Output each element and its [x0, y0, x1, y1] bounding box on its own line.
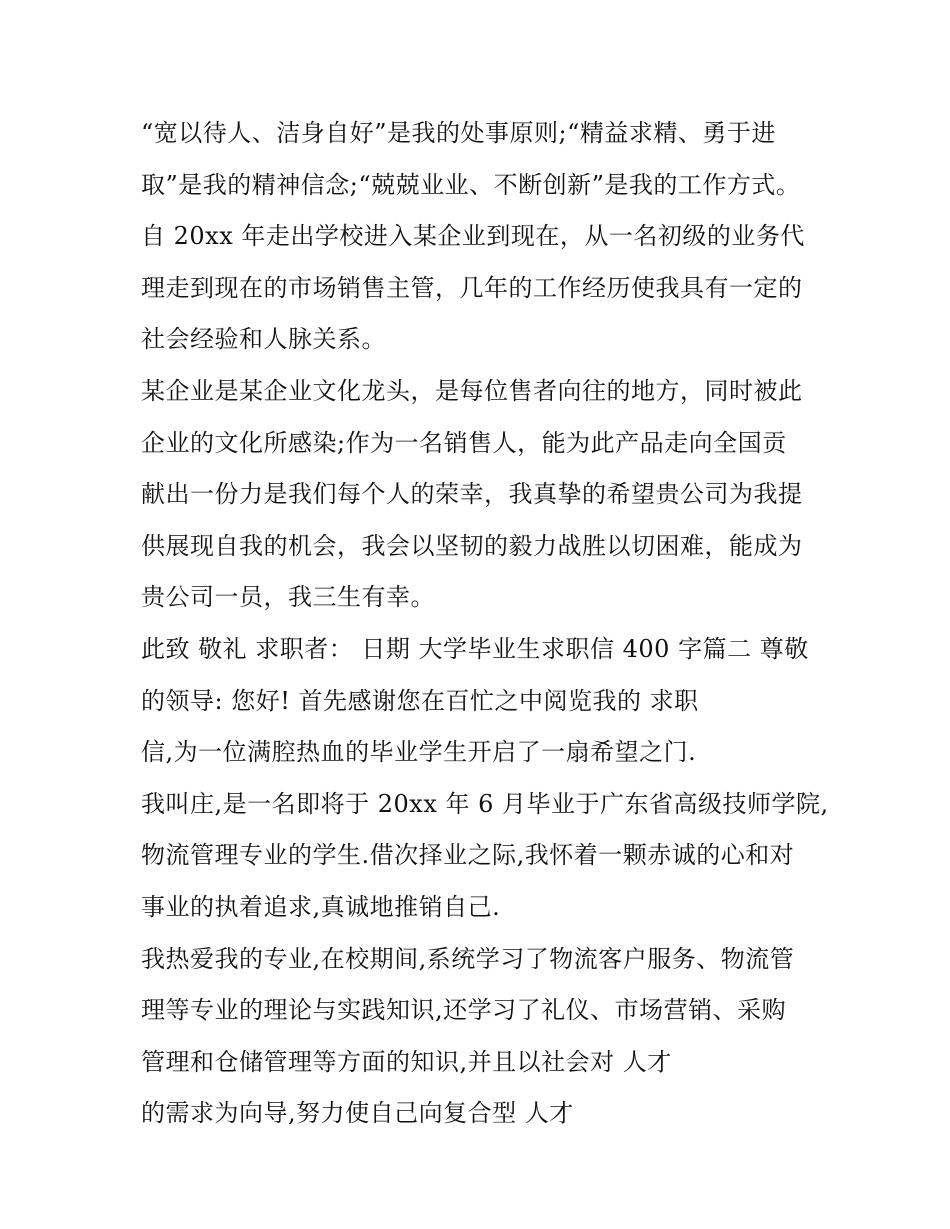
text-line: 供展现自我的机会，我会以坚韧的毅力战胜以切困难，能成为 [141, 531, 803, 560]
text-line: 的需求为向导,努力使自己向复合型 人才 [141, 1099, 574, 1128]
text-line: 理走到现在的市场销售主管，几年的工作经历使我具有一定的 [141, 273, 803, 302]
text-line: 某企业是某企业文化龙头，是每位售者向往的地方，同时被此 [141, 376, 803, 405]
text-line: 理等专业的理论与实践知识,还学习了礼仪、市场营销、采购 [141, 996, 787, 1025]
text-line: 管理和仓储管理等方面的知识,并且以社会对 人才 [141, 1047, 672, 1076]
text-line: 信,为一位满腔热血的毕业学生开启了一扇希望之门. [141, 738, 697, 767]
text-line: 物流管理专业的学生.借次择业之际,我怀着一颗赤诚的心和对 [141, 841, 795, 870]
text-line: 我热爱我的专业,在校期间,系统学习了物流客户服务、物流管 [141, 944, 795, 973]
text-line: 事业的执着追求,真诚地推销自己. [141, 892, 501, 921]
text-line: 企业的文化所感染;作为一名销售人，能为此产品走向全国贡 [141, 428, 787, 457]
text-line: 自 20xx 年走出学校进入某企业到现在，从一名初级的业务代 [141, 222, 805, 251]
document-body [141, 108, 831, 1140]
text-line: 取”是我的精神信念;“兢兢业业、不断创新”是我的工作方式。 [141, 170, 801, 199]
text-line: 献出一份力是我们每个人的荣幸，我真挚的希望贵公司为我提 [141, 480, 803, 509]
text-line: 我叫庄,是一名即将于 20xx 年 6 月毕业于广东省高级技师学院, [141, 789, 829, 818]
text-line: 此致 敬礼 求职者： 日期 大学毕业生求职信 400 字篇二 尊敬 [141, 634, 809, 663]
text-line: 社会经验和人脉关系。 [141, 325, 386, 354]
text-line: 的领导: 您好! 首先感谢您在百忙之中阅览我的 求职 [141, 686, 699, 715]
text-line: 贵公司一员，我三生有幸。 [141, 583, 435, 612]
text-line: “宽以待人、洁身自好”是我的处事原则;“精益求精、勇于进 [141, 119, 776, 147]
